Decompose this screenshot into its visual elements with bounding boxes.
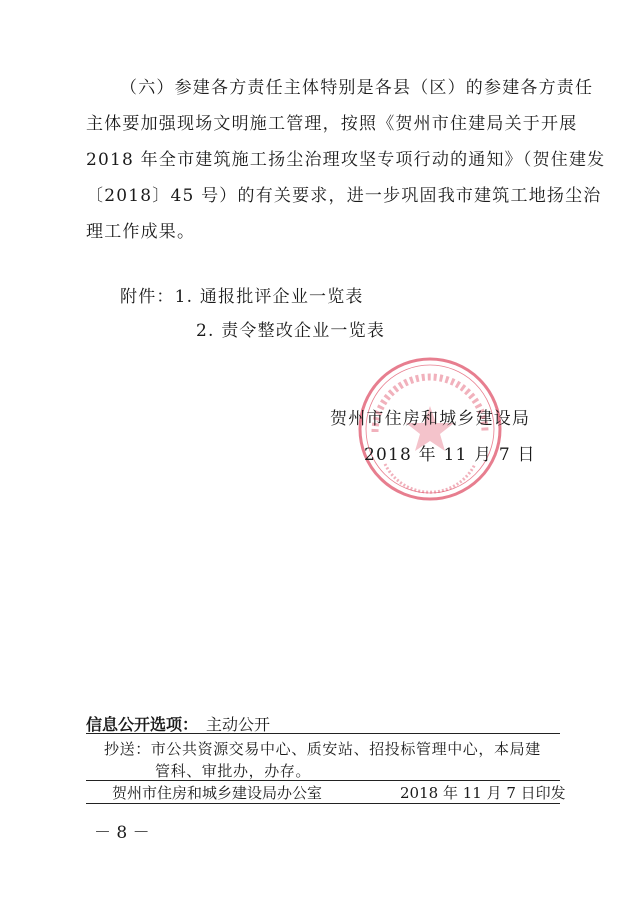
attachment-item: 2. 责令整改企业一览表 [196, 321, 386, 341]
body-paragraph [86, 70, 606, 250]
issuing-office: 贺州市住房和城乡建设局办公室 [112, 784, 323, 802]
info-disclosure [86, 712, 270, 735]
divider [86, 803, 560, 804]
attachments-first [120, 282, 364, 307]
attachments-label: 附件： [120, 287, 175, 307]
body-line: （六）参建各方责任主体特别是各县（区）的参建各方责任 [120, 78, 594, 98]
cc-line: 管科、审批办，办存。 [155, 762, 312, 780]
divider [86, 780, 560, 781]
official-seal-icon [355, 354, 505, 504]
signing-organization: 贺州市住房和城乡建设局 [330, 409, 531, 429]
body-line: 〔2018〕45 号）的有关要求，进一步巩固我市建筑工地扬尘治 [86, 186, 602, 206]
divider [86, 733, 560, 734]
body-line: 主体要加强现场文明施工管理，按照《贺州市住建局关于开展 [86, 114, 578, 134]
issue-date: 2018 年 11 月 7 日印发 [400, 784, 566, 802]
body-line: 2018 年全市建筑施工扬尘治理攻坚专项行动的通知》（贺住建发 [86, 150, 606, 170]
attachment-item: 1. 通报批评企业一览表 [174, 287, 364, 307]
cc-line: 抄送：市公共资源交易中心、质安站、招投标管理中心，本局建 [104, 740, 541, 758]
info-disclosure-value: 主动公开 [206, 715, 271, 734]
signing-date: 2018 年 11 月 7 日 [364, 445, 536, 465]
page-number: － 8 － [94, 823, 150, 843]
body-line: 理工作成果。 [86, 222, 196, 242]
info-disclosure-label: 信息公开选项： [86, 715, 199, 734]
